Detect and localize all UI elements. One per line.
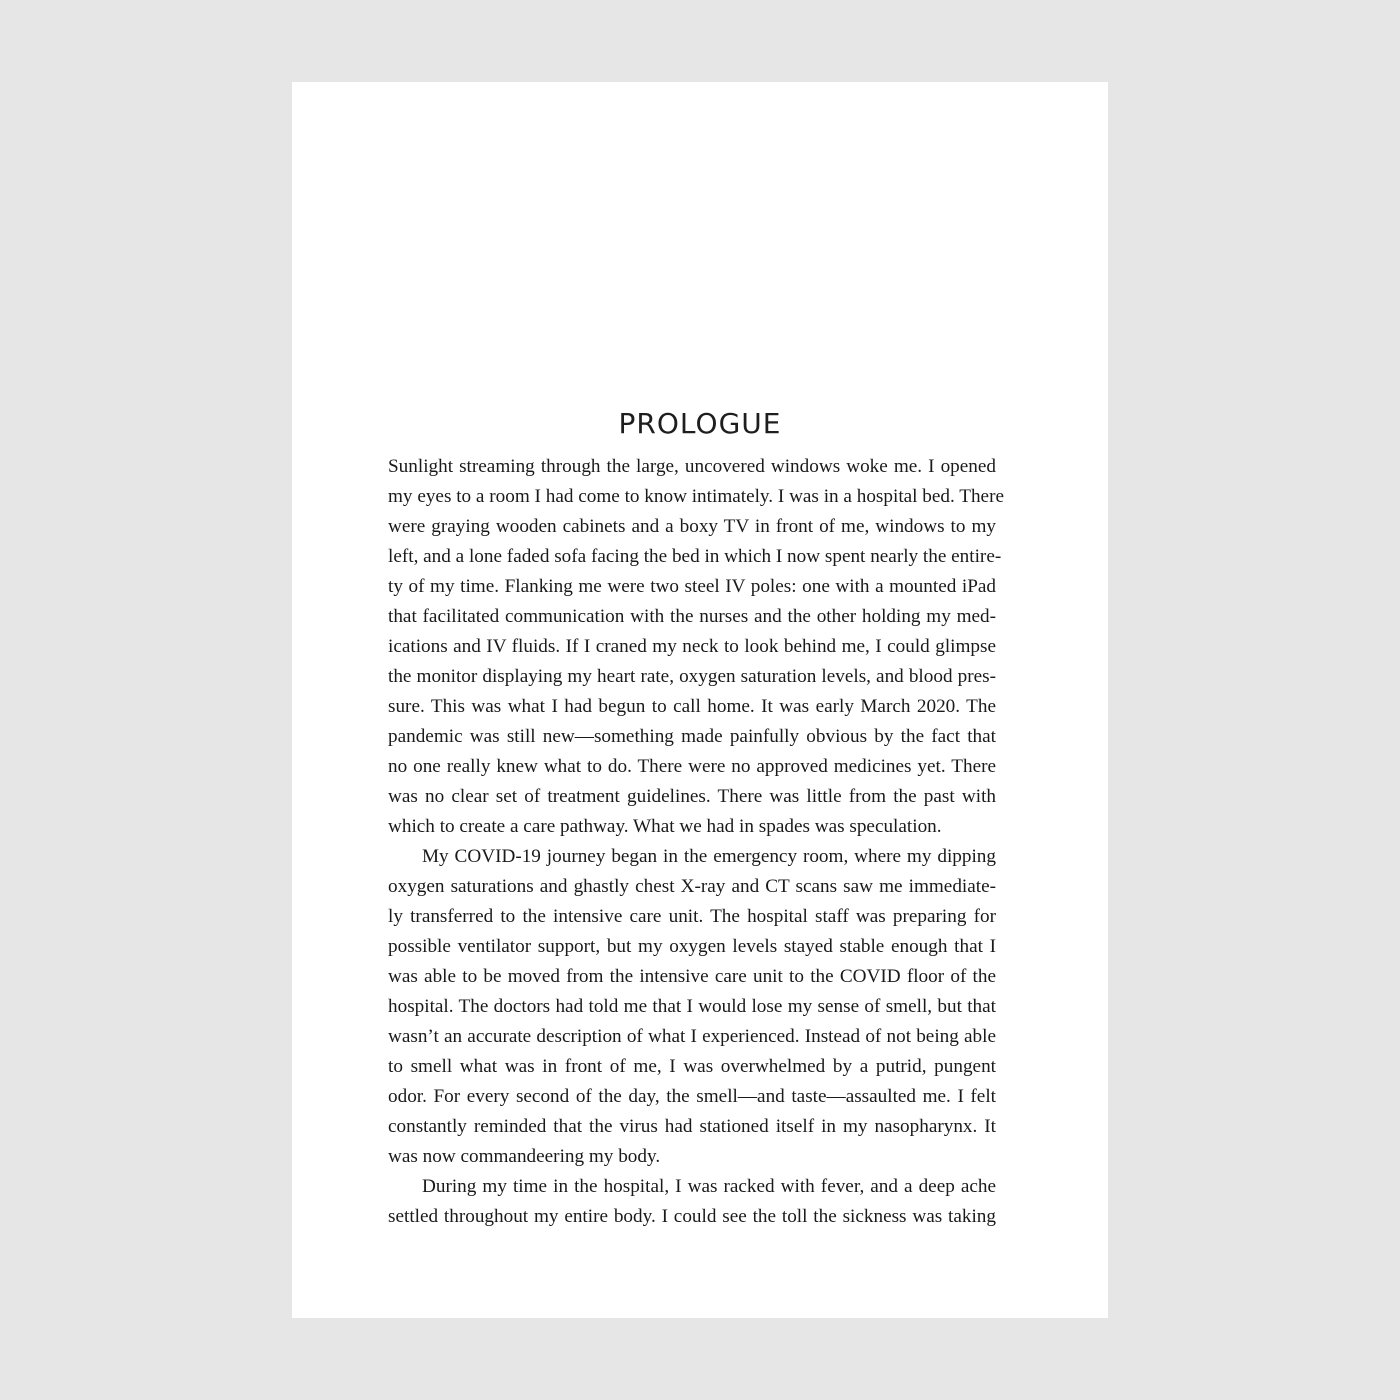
paragraph-2-line-9: odor. For every second of the day, the smell—and taste—assaulted me. I felt [388, 1086, 996, 1107]
paragraph-2-line-2: oxygen saturations and ghastly chest X-ray and CT scans saw me immediate- [388, 876, 996, 897]
body-text [388, 452, 1004, 1232]
paragraph-2-line-7: wasn’t an accurate description of what I experienced. Instead of not being able [388, 1026, 996, 1047]
paragraph-1-line-7: ications and IV fluids. If I craned my neck to look behind me, I could glimpse [388, 636, 996, 657]
paragraph-1-line-11: no one really knew what to do. There were no approved medicines yet. There [388, 756, 996, 777]
paragraph-1-line-8: the monitor displaying my heart rate, oxygen saturation levels, and blood pres- [388, 666, 996, 687]
paragraph-1-line-12: was no clear set of treatment guidelines. There was little from the past with [388, 786, 996, 807]
paragraph-1-line-2: my eyes to a room I had come to know intimately. I was in a hospital bed. There [388, 486, 1004, 507]
paragraph-2-line-6: hospital. The doctors had told me that I would lose my sense of smell, but that [388, 996, 996, 1017]
paragraph-2-line-4: possible ventilator support, but my oxygen levels stayed stable enough that I [388, 936, 996, 957]
paragraph-1-line-3: were graying wooden cabinets and a boxy TV in front of me, windows to my [388, 516, 996, 537]
paragraph-1-line-9: sure. This was what I had begun to call home. It was early March 2020. The [388, 696, 996, 717]
paragraph-2-line-3: ly transferred to the intensive care unit. The hospital staff was preparing for [388, 906, 996, 927]
paragraph-1-line-6: that facilitated communication with the nurses and the other holding my med- [388, 606, 996, 627]
paragraph-3-line-2: settled throughout my entire body. I could see the toll the sickness was taking [388, 1206, 996, 1227]
paragraph-2-line-1: My COVID-19 journey began in the emergency room, where my dipping [422, 846, 996, 867]
paragraph-1-line-1: Sunlight streaming through the large, uncovered windows woke me. I opened [388, 456, 996, 477]
paragraph-3-line-1: During my time in the hospital, I was racked with fever, and a deep ache [422, 1176, 996, 1197]
book-page [292, 82, 1108, 1318]
paragraph-1-line-4: left, and a lone faded sofa facing the bed in which I now spent nearly the entire- [388, 546, 1002, 567]
paragraph-1-line-5: ty of my time. Flanking me were two steel IV poles: one with a mounted iPad [388, 576, 996, 597]
paragraph-1-line-13: which to create a care pathway. What we had in spades was speculation. [388, 816, 942, 837]
chapter-title: PROLOGUE [618, 407, 782, 440]
paragraph-1-line-10: pandemic was still new—something made painfully obvious by the fact that [388, 726, 996, 747]
paragraph-2-line-10: constantly reminded that the virus had stationed itself in my nasopharynx. It [388, 1116, 996, 1137]
paragraph-2-line-11: was now commandeering my body. [388, 1146, 661, 1167]
paragraph-2-line-5: was able to be moved from the intensive care unit to the COVID floor of the [388, 966, 996, 987]
paragraph-2-line-8: to smell what was in front of me, I was overwhelmed by a putrid, pungent [388, 1056, 996, 1077]
